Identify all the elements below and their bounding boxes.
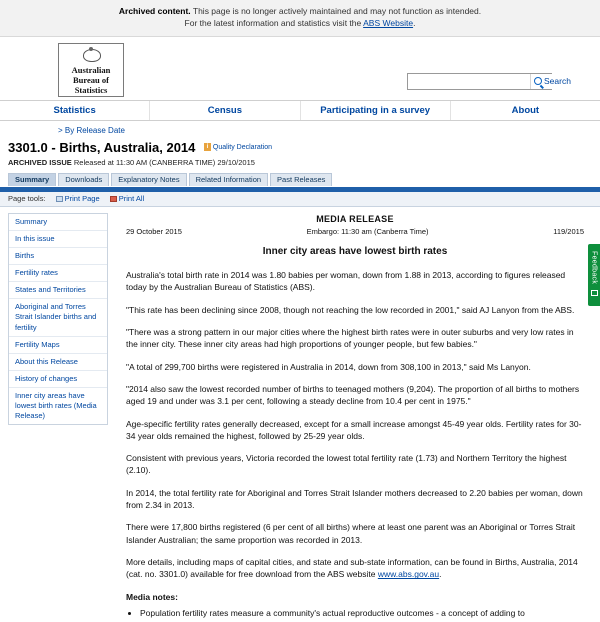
issue-status-badge: ARCHIVED ISSUE	[8, 157, 72, 167]
print-all-label: Print All	[118, 193, 145, 203]
archived-banner-line2-post: .	[413, 18, 416, 29]
section-navigation	[8, 213, 108, 426]
breadcrumb-prefix: >	[58, 125, 63, 135]
search-icon	[534, 77, 542, 85]
abs-gov-au-link[interactable]: www.abs.gov.au	[377, 569, 440, 580]
main-navigation	[0, 100, 600, 121]
media-notes-heading: Media notes:	[126, 591, 178, 602]
release-embargo: Embargo: 11:30 am (Canberra Time)	[306, 226, 429, 236]
sidebar-item-states-and-territories[interactable]: States and Territories	[9, 282, 107, 299]
content-area	[0, 207, 600, 622]
print-page-label: Print Page	[64, 193, 100, 203]
abs-website-link[interactable]: ABS Website	[363, 18, 414, 29]
release-date: 29 October 2015	[126, 226, 182, 236]
sidebar-item-summary[interactable]: Summary	[9, 214, 107, 231]
tab-downloads[interactable]: Downloads	[58, 173, 109, 186]
release-paragraph-with-link	[126, 556, 584, 581]
release-paragraph: Consistent with previous years, Victoria recorded the lowest total fertility rate (1.73) and Northern Territory the highest (2.10).	[126, 453, 567, 476]
search-box[interactable]	[407, 73, 571, 90]
abs-logo[interactable]	[58, 43, 124, 97]
feedback-label: Feedback	[590, 251, 598, 285]
sidebar-item-media-release[interactable]: Inner city areas have lowest birth rates (Media Release)	[15, 391, 97, 421]
media-release-kicker: MEDIA RELEASE	[316, 213, 394, 224]
page-title: 3301.0 - Births, Australia, 2014	[8, 139, 196, 155]
title-block	[0, 139, 600, 167]
breadcrumb	[0, 121, 600, 139]
logo-line-1: Australian	[71, 64, 111, 75]
nav-item-about[interactable]: About	[511, 104, 540, 116]
sidebar-item-fertility-rates[interactable]: Fertility rates	[9, 265, 107, 282]
search-input[interactable]	[408, 74, 530, 89]
sidebar-item-in-this-issue[interactable]: In this issue	[9, 231, 107, 248]
sidebar-item-history-of-changes[interactable]: History of changes	[9, 371, 107, 388]
pdf-icon	[110, 196, 117, 202]
release-paragraph: "A total of 299,700 births were registered in Australia in 2014, down from 308,100 in 2013," said Ms Lanyon.	[126, 361, 531, 372]
sidebar-item-fertility-maps[interactable]: Fertility Maps	[9, 337, 107, 354]
release-reference-number: 119/2015	[553, 226, 584, 236]
sidebar-item-about-this-release[interactable]: About this Release	[9, 354, 107, 371]
nav-item-statistics[interactable]: Statistics	[0, 101, 150, 120]
coat-of-arms-icon	[80, 47, 102, 64]
release-paragraph: There were 17,800 births registered (6 per cent of all births) where at least one parent was an Aboriginal or Torres Strait Islander Australian; the same proportion was recorded in 2013.	[126, 522, 576, 545]
nav-item-participating-in-a-survey[interactable]: Participating in a survey	[301, 101, 451, 120]
archived-banner-line2-pre: For the latest information and statistics visit the	[184, 18, 364, 29]
archived-banner-line1	[4, 5, 596, 17]
print-page-button[interactable]	[56, 194, 100, 203]
media-note-item: • Population fertility rates measure a community's actual reproductive outcomes - a concept of adding to	[140, 607, 584, 619]
page-tools-label: Page tools:	[8, 193, 46, 203]
tab-summary[interactable]: Summary	[8, 173, 56, 186]
release-final-paragraph-pre: More details, including maps of capital cities, and state and sub-state information, can be found in Births, Australia, 2014 (cat. no. 3301.0) available for free download from the ABS website	[126, 557, 578, 580]
media-release-meta-row	[126, 227, 584, 238]
archived-banner-rest: This page is no longer actively maintained and may not function as intended.	[190, 6, 482, 16]
tab-past-releases[interactable]: Past Releases	[270, 173, 332, 186]
release-paragraph: "There was a strong pattern in our major cities where the highest birth rates were in outer suburbs and very low rates in the inner city. These inner city areas had high proportions of younger people, but few babies."	[126, 326, 574, 350]
masthead	[0, 37, 600, 100]
release-paragraph: Age-specific fertility rates generally decreased, except for a small increase amongst 45-49 year olds. Fertility rates for 30-34 year olds remained the highest, followed by 25-29 year olds.	[126, 418, 582, 441]
feedback-tab[interactable]	[588, 244, 600, 306]
info-icon: i	[204, 143, 211, 151]
logo-line-2: Bureau of	[73, 74, 109, 85]
print-all-button[interactable]	[110, 194, 144, 203]
archived-banner-bold: Archived content.	[118, 6, 191, 16]
sidebar-item-births[interactable]: Births	[9, 248, 107, 265]
release-paragraph: "This rate has been declining since 2008, though not reaching the low recorded in 2001," said AJ Lanyon from the ABS.	[126, 304, 575, 315]
quality-declaration-label: Quality Declaration	[212, 143, 273, 151]
search-button[interactable]	[530, 74, 575, 89]
tab-bar	[0, 173, 600, 187]
release-paragraph: "2014 also saw the lowest recorded number of births to teenaged mothers (9,204). The proportion of all births to mothers aged 19 and under was 3.1 per cent, following a steady decline from 10.4 per cent in 1975."	[126, 383, 580, 407]
tab-explanatory-notes[interactable]: Explanatory Notes	[111, 173, 186, 186]
media-notes-list	[126, 607, 584, 619]
search-button-label: Search	[544, 76, 571, 87]
archived-content-banner	[0, 0, 600, 37]
logo-line-3: Statistics	[74, 84, 108, 95]
release-paragraph: Australia's total birth rate in 2014 was 1.80 babies per woman, down from 1.88 in 2013, according to figures released today by the Australian Bureau of Statistics (ABS).	[126, 270, 566, 293]
sidebar-item-aboriginal-and-torres-strait-islander-births[interactable]: Aboriginal and Torres Strait Islander births and fertility	[9, 299, 107, 336]
tab-related-information[interactable]: Related Information	[189, 173, 268, 186]
page-tools-bar	[0, 192, 600, 207]
media-release-body	[108, 213, 600, 622]
release-final-paragraph-post: .	[439, 569, 442, 580]
media-release-headline: Inner city areas have lowest birth rates	[262, 245, 448, 257]
archived-banner-line2	[4, 17, 596, 29]
quality-declaration-badge[interactable]	[204, 143, 272, 151]
issue-release-detail: Released at 11:30 AM (CANBERRA TIME) 29/10/2015	[73, 157, 255, 167]
printer-icon	[56, 196, 63, 202]
release-paragraph: In 2014, the total fertility rate for Aboriginal and Torres Strait Islander mothers decreased to 2.20 babies per woman, down from 2.34 in 2013.	[126, 487, 583, 511]
issue-status-line	[8, 158, 600, 167]
nav-item-census[interactable]: Census	[150, 101, 300, 120]
breadcrumb-item-by-release-date[interactable]: By Release Date	[64, 125, 125, 135]
speech-bubble-icon	[591, 290, 598, 296]
